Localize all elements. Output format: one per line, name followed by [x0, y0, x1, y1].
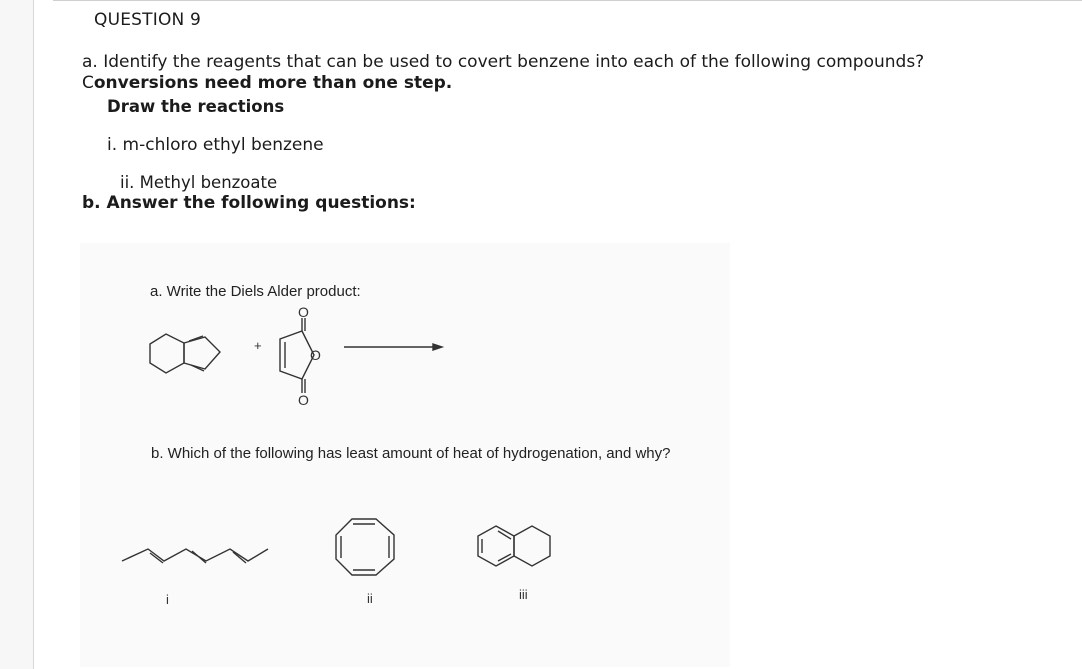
label-ii: ii — [367, 591, 373, 606]
part-a-regular: a. Identify the reagents that can be used to covert benzene into each of the following compounds? C — [82, 52, 925, 93]
cyclooctatetraene-structure — [336, 519, 394, 575]
part-b-heading: b. Answer the following questions: — [82, 193, 416, 213]
oxygen-ring-label: O — [310, 347, 321, 363]
question-title: QUESTION 9 — [94, 10, 202, 30]
diels-alder-question: a. Write the Diels Alder product: — [150, 283, 361, 300]
triene-structure — [122, 549, 268, 563]
label-i: i — [166, 592, 169, 607]
dihydronaphthalene-structure — [478, 526, 550, 566]
top-divider — [53, 0, 1082, 1]
draw-instruction: Draw the reactions — [107, 97, 285, 116]
heat-hydrogenation-question: b. Which of the following has least amount of heat of hydrogenation, and why? — [151, 445, 671, 462]
reaction-arrow — [344, 344, 442, 350]
item-1: i. m-chloro ethyl benzene — [107, 135, 324, 155]
question-figure — [80, 243, 730, 667]
diene-structure — [150, 334, 220, 373]
oxygen-top-label: O — [298, 304, 309, 320]
part-a-text — [82, 52, 1042, 94]
plus-sign: + — [254, 338, 262, 353]
left-margin-bar — [0, 0, 34, 669]
item-2: ii. Methyl benzoate — [120, 173, 278, 192]
part-a-bold: onversions need more than one step. — [93, 73, 453, 93]
label-iii: iii — [519, 587, 528, 602]
maleic-anhydride-structure — [280, 318, 314, 393]
oxygen-bottom-label: O — [298, 392, 309, 408]
